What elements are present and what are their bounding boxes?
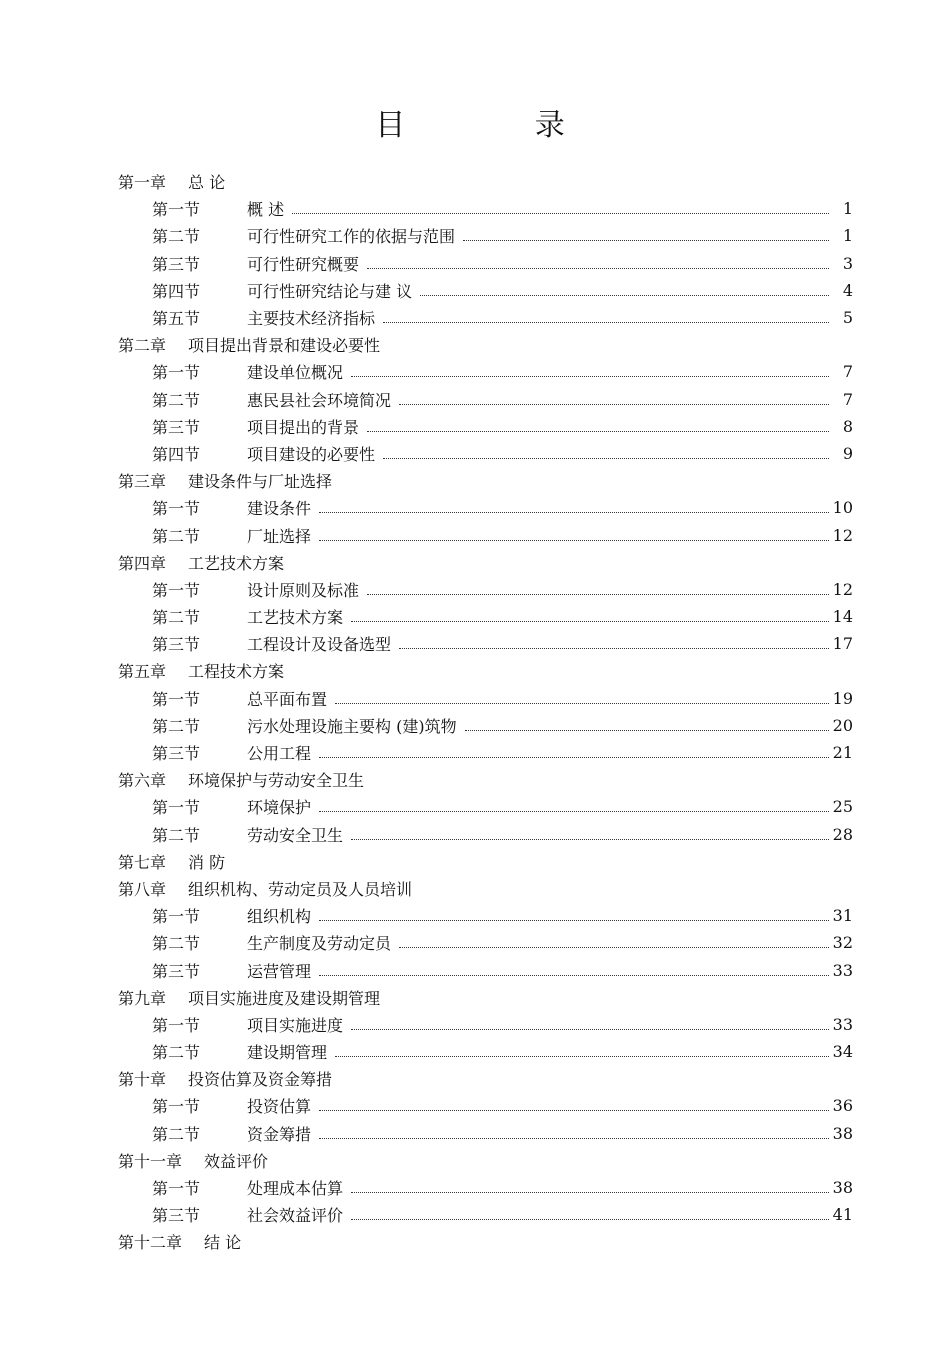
dot-leader <box>367 258 829 269</box>
chapter-number: 第八章 <box>118 879 167 899</box>
toc-section[interactable] <box>118 929 853 956</box>
chapter-title: 建设条件与厂址选择 <box>188 472 333 492</box>
section-title: 劳动安全卫生 <box>247 825 344 845</box>
section-number: 第三节 <box>152 254 201 274</box>
toc-chapter[interactable] <box>118 331 853 358</box>
dot-leader <box>292 203 829 214</box>
section-number: 第二节 <box>152 526 201 546</box>
dot-leader <box>399 394 829 405</box>
page-number: 41 <box>832 1205 853 1225</box>
section-title: 建设条件 <box>247 499 312 519</box>
section-number: 第一节 <box>152 689 201 709</box>
page-title: 目 录 <box>375 108 625 143</box>
toc-section[interactable] <box>118 902 853 929</box>
section-title: 资金筹措 <box>247 1124 312 1144</box>
page-number: 10 <box>832 498 853 518</box>
dot-leader <box>383 312 829 323</box>
section-title: 处理成本估算 <box>247 1179 344 1199</box>
toc-section[interactable] <box>118 1038 853 1065</box>
section-number: 第二节 <box>152 934 201 954</box>
toc-section[interactable] <box>118 222 853 249</box>
toc-section[interactable] <box>118 1174 853 1201</box>
dot-leader <box>319 530 829 541</box>
section-title: 生产制度及劳动定员 <box>247 934 392 954</box>
toc-section[interactable] <box>118 413 853 440</box>
chapter-number: 第三章 <box>118 472 167 492</box>
section-title: 投资估算 <box>247 1097 312 1117</box>
chapter-title: 总 论 <box>188 173 226 193</box>
section-number: 第四节 <box>152 444 201 464</box>
section-number: 第二节 <box>152 1124 201 1144</box>
dot-leader <box>319 1100 829 1111</box>
table-of-contents <box>118 168 853 1256</box>
toc-section[interactable] <box>118 358 853 385</box>
section-number: 第二节 <box>152 1043 201 1063</box>
toc-chapter[interactable] <box>118 657 853 684</box>
section-number: 第二节 <box>152 825 201 845</box>
section-title: 工艺技术方案 <box>247 608 344 628</box>
section-number: 第三节 <box>152 1206 201 1226</box>
toc-chapter[interactable] <box>118 1228 853 1255</box>
toc-section[interactable] <box>118 521 853 548</box>
section-number: 第一节 <box>152 907 201 927</box>
section-number: 第五节 <box>152 309 201 329</box>
section-number: 第二节 <box>152 227 201 247</box>
page-number: 19 <box>832 688 853 708</box>
section-title: 可行性研究结论与建 议 <box>247 281 413 301</box>
chapter-title: 工程技术方案 <box>188 662 285 682</box>
section-title: 总平面布置 <box>247 689 328 709</box>
dot-leader <box>319 801 829 812</box>
page-number: 20 <box>832 715 853 735</box>
dot-leader <box>351 1209 829 1220</box>
section-title: 可行性研究工作的依据与范围 <box>247 227 456 247</box>
toc-chapter[interactable] <box>118 1065 853 1092</box>
page-number: 32 <box>832 933 853 953</box>
toc-section[interactable] <box>118 1011 853 1038</box>
page-number: 8 <box>842 416 853 436</box>
page-number: 34 <box>832 1042 853 1062</box>
toc-chapter[interactable] <box>118 984 853 1011</box>
section-number: 第二节 <box>152 716 201 736</box>
toc-section[interactable] <box>118 739 853 766</box>
chapter-number: 第七章 <box>118 852 167 872</box>
section-number: 第一节 <box>152 499 201 519</box>
chapter-number: 第二章 <box>118 336 167 356</box>
page-number: 1 <box>842 199 853 219</box>
section-number: 第一节 <box>152 200 201 220</box>
toc-section[interactable] <box>118 386 853 413</box>
chapter-number: 第九章 <box>118 988 167 1008</box>
section-title: 项目提出的背景 <box>247 417 360 437</box>
dot-leader <box>465 720 829 731</box>
toc-section[interactable] <box>118 956 853 983</box>
section-title: 建设期管理 <box>247 1043 328 1063</box>
section-title: 环境保护 <box>247 798 312 818</box>
dot-leader <box>319 965 829 976</box>
toc-chapter[interactable] <box>118 1147 853 1174</box>
page-number: 4 <box>842 280 853 300</box>
page-number: 5 <box>842 308 853 328</box>
page-number: 38 <box>832 1178 853 1198</box>
page-number: 36 <box>832 1096 853 1116</box>
chapter-number: 第十章 <box>118 1070 167 1090</box>
page-number: 17 <box>832 634 853 654</box>
toc-section[interactable] <box>118 440 853 467</box>
page-number: 7 <box>842 362 853 382</box>
toc-section[interactable] <box>118 1201 853 1228</box>
dot-leader <box>351 829 829 840</box>
chapter-title: 结 论 <box>204 1233 242 1253</box>
dot-leader <box>351 611 829 622</box>
section-number: 第二节 <box>152 390 201 410</box>
page-number: 21 <box>832 743 853 763</box>
toc-chapter[interactable] <box>118 168 853 195</box>
section-number: 第一节 <box>152 798 201 818</box>
toc-section[interactable] <box>118 603 853 630</box>
section-title: 运营管理 <box>247 961 312 981</box>
page-number: 3 <box>842 253 853 273</box>
toc-section[interactable] <box>118 277 853 304</box>
dot-leader <box>351 366 829 377</box>
chapter-number: 第五章 <box>118 662 167 682</box>
page-number: 9 <box>842 443 853 463</box>
dot-leader <box>399 937 829 948</box>
toc-section[interactable] <box>118 195 853 222</box>
chapter-number: 第十二章 <box>118 1233 183 1253</box>
section-title: 项目实施进度 <box>247 1015 344 1035</box>
chapter-number: 第四章 <box>118 553 167 573</box>
page-number: 33 <box>832 1014 853 1034</box>
section-title: 惠民县社会环境简况 <box>247 390 392 410</box>
chapter-number: 第十一章 <box>118 1151 183 1171</box>
chapter-title: 项目实施进度及建设期管理 <box>188 988 381 1008</box>
section-title: 项目建设的必要性 <box>247 444 376 464</box>
section-title: 可行性研究概要 <box>247 254 360 274</box>
section-title: 建设单位概况 <box>247 363 344 383</box>
section-title: 主要技术经济指标 <box>247 309 376 329</box>
section-number: 第一节 <box>152 1097 201 1117</box>
toc-section[interactable] <box>118 304 853 331</box>
section-number: 第一节 <box>152 580 201 600</box>
toc-section[interactable] <box>118 821 853 848</box>
section-number: 第一节 <box>152 1179 201 1199</box>
dot-leader <box>319 1128 829 1139</box>
dot-leader <box>399 638 829 649</box>
dot-leader <box>351 1182 829 1193</box>
page-number: 1 <box>842 226 853 246</box>
chapter-number: 第一章 <box>118 173 167 193</box>
page-number: 38 <box>832 1123 853 1143</box>
toc-chapter[interactable] <box>118 467 853 494</box>
section-title: 组织机构 <box>247 907 312 927</box>
toc-section[interactable] <box>118 793 853 820</box>
page-number: 33 <box>832 960 853 980</box>
page-number: 14 <box>832 607 853 627</box>
dot-leader <box>335 1046 829 1057</box>
chapter-title: 环境保护与劳动安全卫生 <box>188 771 365 791</box>
chapter-title: 项目提出背景和建设必要性 <box>188 336 381 356</box>
section-title: 污水处理设施主要构 (建)筑物 <box>247 716 457 736</box>
toc-chapter[interactable] <box>118 875 853 902</box>
toc-section[interactable] <box>118 630 853 657</box>
dot-leader <box>383 448 829 459</box>
dot-leader <box>319 502 829 513</box>
page-number: 31 <box>832 906 853 926</box>
section-number: 第四节 <box>152 281 201 301</box>
toc-section[interactable] <box>118 576 853 603</box>
page-number: 7 <box>842 389 853 409</box>
section-number: 第一节 <box>152 363 201 383</box>
chapter-title: 消 防 <box>188 852 226 872</box>
section-title: 社会效益评价 <box>247 1206 344 1226</box>
page-number: 12 <box>832 525 853 545</box>
section-number: 第一节 <box>152 1015 201 1035</box>
toc-section[interactable] <box>118 1120 853 1147</box>
dot-leader <box>420 285 829 296</box>
page-number: 28 <box>832 824 853 844</box>
section-number: 第三节 <box>152 635 201 655</box>
toc-section[interactable] <box>118 494 853 521</box>
toc-section[interactable] <box>118 712 853 739</box>
page-number: 12 <box>832 579 853 599</box>
section-title: 公用工程 <box>247 744 312 764</box>
toc-section[interactable] <box>118 250 853 277</box>
chapter-title: 组织机构、劳动定员及人员培训 <box>188 879 413 899</box>
chapter-number: 第六章 <box>118 771 167 791</box>
dot-leader <box>463 230 829 241</box>
section-title: 厂址选择 <box>247 526 312 546</box>
toc-chapter[interactable] <box>118 848 853 875</box>
dot-leader <box>319 747 829 758</box>
section-title: 设计原则及标准 <box>247 580 360 600</box>
section-title: 概 述 <box>247 200 285 220</box>
chapter-title: 工艺技术方案 <box>188 553 285 573</box>
page-number: 25 <box>832 797 853 817</box>
dot-leader <box>367 421 829 432</box>
toc-chapter[interactable] <box>118 766 853 793</box>
dot-leader <box>367 584 829 595</box>
dot-leader <box>335 693 829 704</box>
section-title: 工程设计及设备选型 <box>247 635 392 655</box>
toc-section[interactable] <box>118 1092 853 1119</box>
section-number: 第二节 <box>152 608 201 628</box>
section-number: 第三节 <box>152 961 201 981</box>
chapter-title: 效益评价 <box>204 1151 269 1171</box>
toc-section[interactable] <box>118 685 853 712</box>
dot-leader <box>319 910 829 921</box>
section-number: 第三节 <box>152 744 201 764</box>
section-number: 第三节 <box>152 417 201 437</box>
dot-leader <box>351 1019 829 1030</box>
toc-chapter[interactable] <box>118 549 853 576</box>
chapter-title: 投资估算及资金筹措 <box>188 1070 333 1090</box>
